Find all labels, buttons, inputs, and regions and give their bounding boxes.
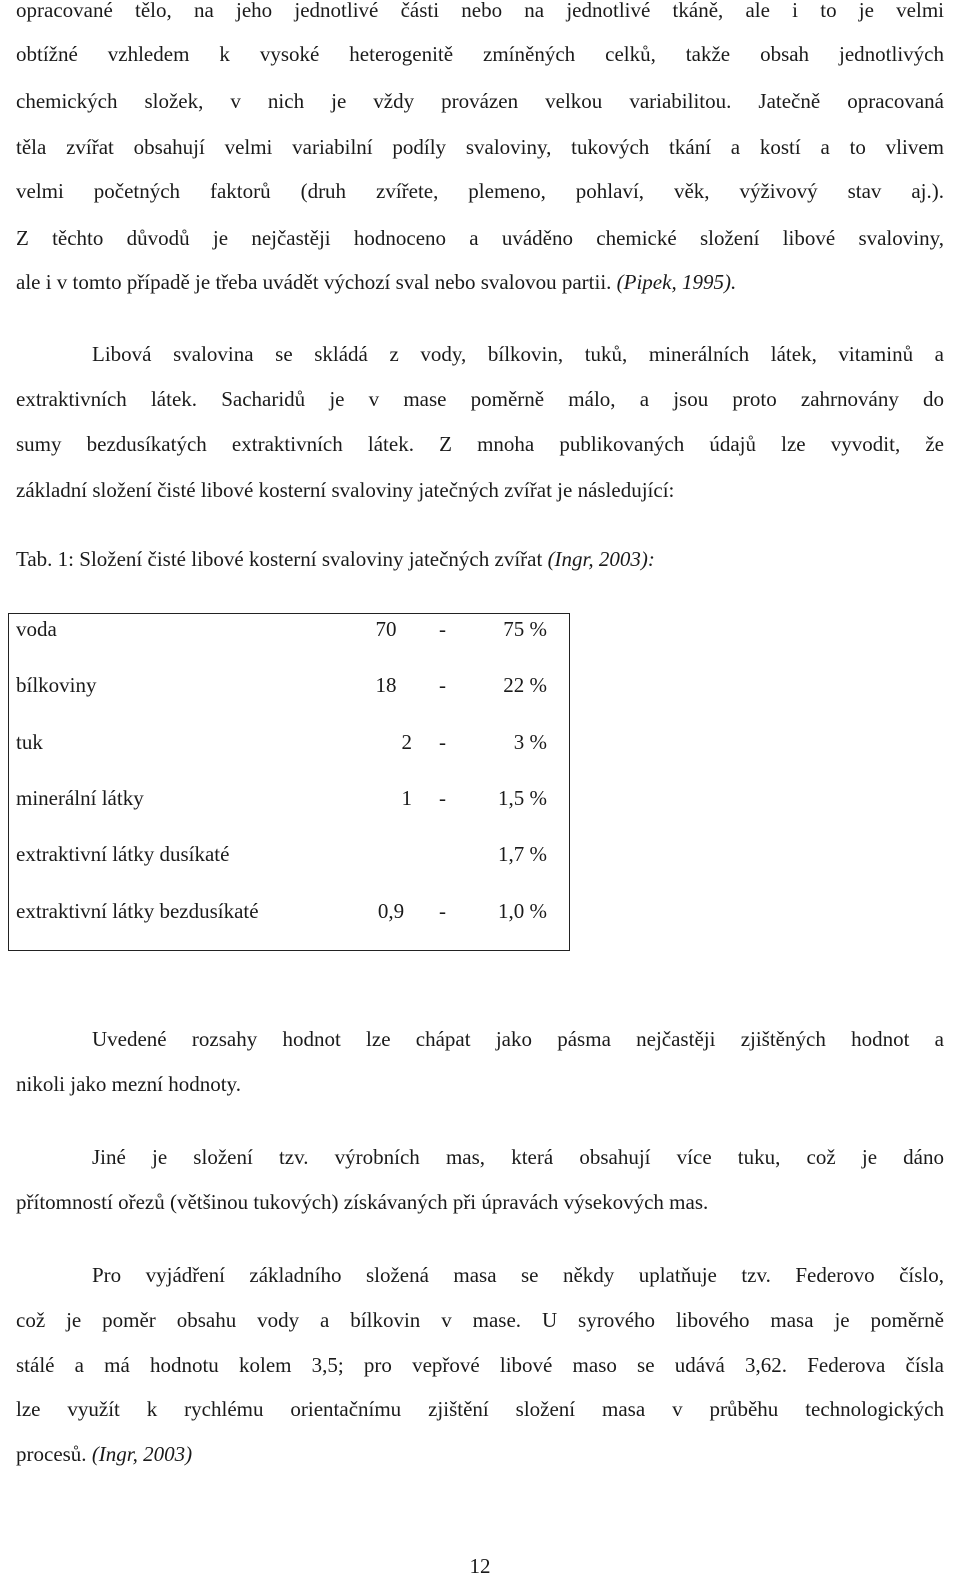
text-line: stálé a má hodnotu kolem 3,5; pro vepřové libové maso se udává 3,62. Federova čísla xyxy=(16,1353,944,1377)
range-from: 2 xyxy=(401,730,412,754)
component-name: extraktivní látky dusíkaté xyxy=(16,842,230,866)
text-line: těla zvířat obsahují velmi variabilní podíly svaloviny, tukových tkání a kostí a to vlivem xyxy=(16,135,944,159)
paragraph-text: procesů. xyxy=(16,1442,87,1466)
range-dash: - xyxy=(439,899,446,923)
text-line: chemických složek, v nich je vždy provázen velkou variabilitou. Jatečně opracovaná xyxy=(16,89,944,113)
table-row xyxy=(16,728,576,756)
component-name: voda xyxy=(16,617,57,641)
range-dash: - xyxy=(439,730,446,754)
table-row xyxy=(16,897,576,925)
range-to: 22 % xyxy=(503,673,547,697)
table-row xyxy=(16,840,576,868)
text-line: Z těchto důvodů je nejčastěji hodnoceno a uváděno chemické složení libové svaloviny, xyxy=(16,226,944,250)
text-line: přítomností ořezů (většinou tukových) získávaných při úpravách výsekových mas. xyxy=(16,1190,709,1214)
range-to: 1,0 % xyxy=(498,899,547,923)
range-from: 1 xyxy=(401,786,412,810)
table-caption xyxy=(16,545,655,573)
caption-text: Tab. 1: Složení čisté libové kosterní svaloviny jatečných zvířat xyxy=(16,547,543,571)
text-line: extraktivních látek. Sacharidů je v mase poměrně málo, a jsou proto zahrnovány do xyxy=(16,387,944,411)
component-name: tuk xyxy=(16,730,43,754)
component-name: bílkoviny xyxy=(16,673,97,697)
citation: (Ingr, 2003) xyxy=(91,1442,193,1466)
text-line: Pro vyjádření základního složená masa se někdy uplatňuje tzv. Federovo číslo, xyxy=(92,1263,944,1287)
page-number: 12 xyxy=(469,1554,491,1578)
text-line: základní složení čisté libové kosterní svaloviny jatečných zvířat je následující: xyxy=(16,478,675,502)
table-row xyxy=(16,784,576,812)
text-line: opracované tělo, na jeho jednotlivé části nebo na jednotlivé tkáně, ale i to je velmi xyxy=(16,0,944,22)
range-from: 18 xyxy=(375,673,397,697)
text-line-last xyxy=(16,268,736,296)
table-row xyxy=(16,671,576,699)
range-from: 0,9 xyxy=(377,899,405,923)
paragraph-text: ale i v tomto případě je třeba uvádět výchozí sval nebo svalovou partii. xyxy=(16,270,612,294)
range-from: 70 xyxy=(375,617,397,641)
range-dash: - xyxy=(439,617,446,641)
text-line-last xyxy=(16,1440,192,1468)
range-to: 3 % xyxy=(513,730,547,754)
table-row xyxy=(16,615,576,643)
text-line: velmi početných faktorů (druh zvířete, plemeno, pohlaví, věk, výživový stav aj.). xyxy=(16,179,944,203)
component-name: minerální látky xyxy=(16,786,144,810)
text-line: lze využít k rychlému orientačnímu zjištění složení masa v průběhu technologických xyxy=(16,1397,944,1421)
text-line: Jiné je složení tzv. výrobních mas, která obsahují více tuku, což je dáno xyxy=(92,1145,944,1169)
component-name: extraktivní látky bezdusíkaté xyxy=(16,899,259,923)
citation: (Pipek, 1995). xyxy=(616,270,737,294)
text-line: sumy bezdusíkatých extraktivních látek. Z mnoha publikovaných údajů lze vyvodit, že xyxy=(16,432,944,456)
range-to: 75 % xyxy=(503,617,547,641)
range-to: 1,7 % xyxy=(498,842,547,866)
text-line: Uvedené rozsahy hodnot lze chápat jako pásma nejčastěji zjištěných hodnot a xyxy=(92,1027,944,1051)
range-dash: - xyxy=(439,786,446,810)
text-line: nikoli jako mezní hodnoty. xyxy=(16,1072,241,1096)
text-line: což je poměr obsahu vody a bílkovin v mase. U syrového libového masa je poměrně xyxy=(16,1308,944,1332)
range-to: 1,5 % xyxy=(498,786,547,810)
text-line: Libová svalovina se skládá z vody, bílkovin, tuků, minerálních látek, vitaminů a xyxy=(92,342,944,366)
range-dash: - xyxy=(439,673,446,697)
caption-citation: (Ingr, 2003): xyxy=(547,547,655,571)
text-line: obtížné vzhledem k vysoké heterogenitě zmíněných celků, takže obsah jednotlivých xyxy=(16,42,944,66)
